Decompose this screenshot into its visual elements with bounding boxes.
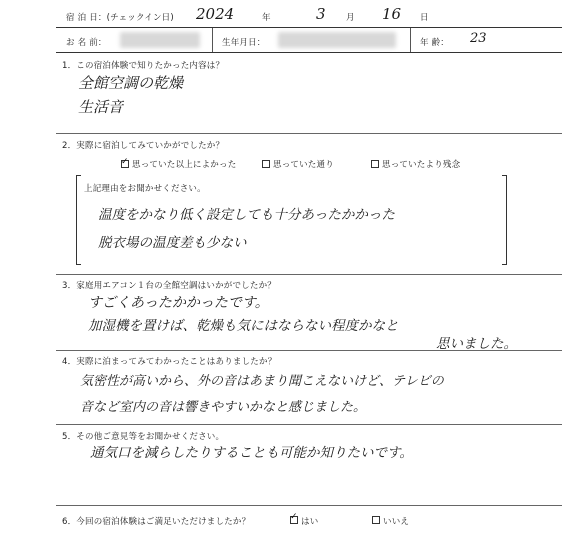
q2-reason-bracket-left xyxy=(76,175,81,265)
q6-no-checkbox[interactable] xyxy=(372,516,380,524)
q6-no-label: いいえ xyxy=(383,517,410,527)
stay-date-label: 宿 泊 日：(チェックイン日) xyxy=(66,13,174,23)
stay-month-value: 3 xyxy=(316,5,326,23)
q6-question: 6．今回の宿泊体験はご満足いただけましたか？ xyxy=(62,517,251,527)
stay-day-value: 16 xyxy=(382,5,402,23)
q6-yes-check-mark: ✓ xyxy=(290,512,298,522)
q4-answer-line-1: 気密性が高いから、外の音はあまり聞こえないけど、テレビの xyxy=(80,374,444,389)
q2-option-3-label: 思っていたより残念 xyxy=(382,160,461,170)
q2-reason-bracket-right xyxy=(502,175,507,265)
header-bottom-line xyxy=(56,52,562,53)
header-col-divider-1 xyxy=(212,28,213,52)
q3-answer-line-3: 思いました。 xyxy=(436,336,517,352)
section-divider-3 xyxy=(56,350,562,351)
q2-option-2-checkbox[interactable] xyxy=(262,160,270,168)
q2-option-2-label: 思っていた通り xyxy=(273,160,334,170)
q4-answer-line-2: 音など室内の音は響きやすいかなと感じました。 xyxy=(80,400,367,415)
q1-answer-line-1: 全館空調の乾燥 xyxy=(78,74,184,92)
q1-answer-line-2: 生活音 xyxy=(78,98,124,116)
q4-question: 4．実際に泊まってみてわかったことはありましたか？ xyxy=(62,357,277,367)
year-label: 年 xyxy=(262,13,271,23)
q3-answer-line-2: 加湿機を置けば、乾燥も気にはならない程度かなと xyxy=(88,318,399,334)
name-label: お 名 前： xyxy=(66,38,107,48)
day-label: 日 xyxy=(420,13,429,23)
section-divider-1 xyxy=(56,133,562,134)
q1-question: 1．この宿泊体験で知りたかった内容は？ xyxy=(62,61,225,71)
age-label: 年 齢： xyxy=(420,38,450,48)
redacted-birth-date xyxy=(278,32,396,48)
q3-question: 3．家庭用エアコン１台の全館空調はいかがでしたか？ xyxy=(62,281,276,291)
q3-answer-line-1: すごくあったかかったです。 xyxy=(88,295,269,311)
birth-date-label: 生年月日： xyxy=(222,38,266,48)
redacted-name xyxy=(120,32,200,48)
q2-answer-line-2: 脱衣場の温度差も少ない xyxy=(98,235,247,251)
section-divider-5 xyxy=(56,505,562,506)
q2-option-3-checkbox[interactable] xyxy=(371,160,379,168)
q2-reason-label: 上記理由をお聞かせください。 xyxy=(84,184,206,194)
q5-answer-line-1: 通気口を減らしたりすることも可能か知りたいです。 xyxy=(90,445,413,461)
q2-question: 2．実際に宿泊してみていかがでしたか？ xyxy=(62,141,225,151)
q2-answer-line-1: 温度をかなり低く設定しても十分あったかかった xyxy=(98,207,395,223)
header-divider xyxy=(56,27,562,28)
q2-option-1-check-mark: ✓ xyxy=(121,157,129,167)
section-divider-2 xyxy=(56,274,562,275)
header-col-divider-2 xyxy=(410,28,411,52)
month-label: 月 xyxy=(346,13,355,23)
age-value: 23 xyxy=(470,31,487,46)
stay-year-value: 2024 xyxy=(196,5,235,23)
q5-question: 5．その他ご意見等をお聞かせください。 xyxy=(62,432,225,442)
section-divider-4 xyxy=(56,424,562,425)
q2-option-1-label: 思っていた以上によかった xyxy=(132,160,237,170)
q6-yes-label: はい xyxy=(301,517,319,527)
